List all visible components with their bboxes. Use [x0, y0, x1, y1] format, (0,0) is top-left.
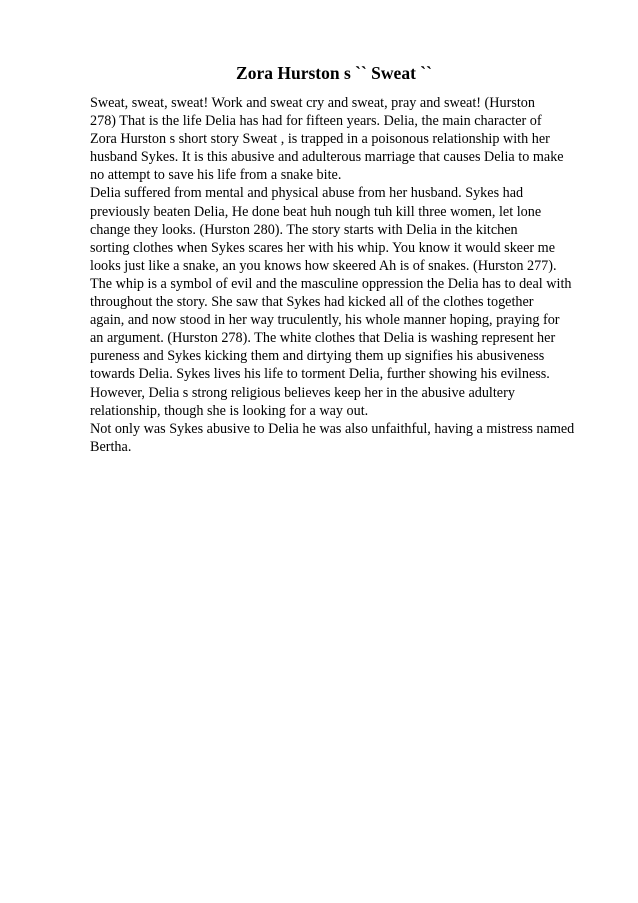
- paragraph-abuse: [90, 184, 600, 419]
- text-line: relationship, though she is looking for a way out.: [90, 402, 369, 419]
- text-line: throughout the story. She saw that Sykes had kicked all of the clothes together: [90, 294, 534, 311]
- text-line: pureness and Sykes kicking them and dirtying them up signifies his abusiveness: [90, 348, 545, 365]
- text-line: husband Sykes. It is this abusive and adulterous marriage that causes Delia to make: [90, 149, 564, 166]
- document-title: Zora Hurston s `` Sweat ``: [236, 63, 432, 83]
- text-line: towards Delia. Sykes lives his life to torment Delia, further showing his evilness.: [90, 366, 550, 383]
- text-line: The whip is a symbol of evil and the masculine oppression the Delia has to deal with: [90, 275, 572, 292]
- text-line: previously beaten Delia, He done beat huh nough tuh kill three women, let lone: [90, 203, 542, 220]
- text-line: no attempt to save his life from a snake bite.: [90, 167, 342, 184]
- text-line: Delia suffered from mental and physical abuse from her husband. Sykes had: [90, 185, 524, 202]
- text-line: Zora Hurston s short story Sweat , is trapped in a poisonous relationship with her: [90, 131, 550, 148]
- text-line: sorting clothes when Sykes scares her with his whip. You know it would skeer me: [90, 239, 555, 256]
- text-line: again, and now stood in her way truculently, his whole manner hoping, praying for: [90, 312, 560, 329]
- text-line: change they looks. (Hurston 280). The story starts with Delia in the kitchen: [90, 221, 518, 238]
- text-line: Sweat, sweat, sweat! Work and sweat cry and sweat, pray and sweat! (Hurston: [90, 95, 535, 111]
- document-body: [90, 94, 600, 456]
- paragraph-unfaithful: [90, 420, 600, 456]
- text-line: an argument. (Hurston 278). The white clothes that Delia is washing represent her: [90, 330, 556, 347]
- text-line: Not only was Sykes abusive to Delia he was also unfaithful, having a mistress named: [90, 420, 575, 437]
- paragraph-intro: [90, 94, 600, 184]
- text-line: looks just like a snake, an you knows how skeered Ah is of snakes. (Hurston 277).: [90, 257, 557, 274]
- text-line: However, Delia s strong religious believes keep her in the abusive adultery: [90, 384, 515, 401]
- text-line: 278) That is the life Delia has had for fifteen years. Delia, the main character of: [90, 113, 542, 130]
- text-line: Bertha.: [90, 438, 132, 455]
